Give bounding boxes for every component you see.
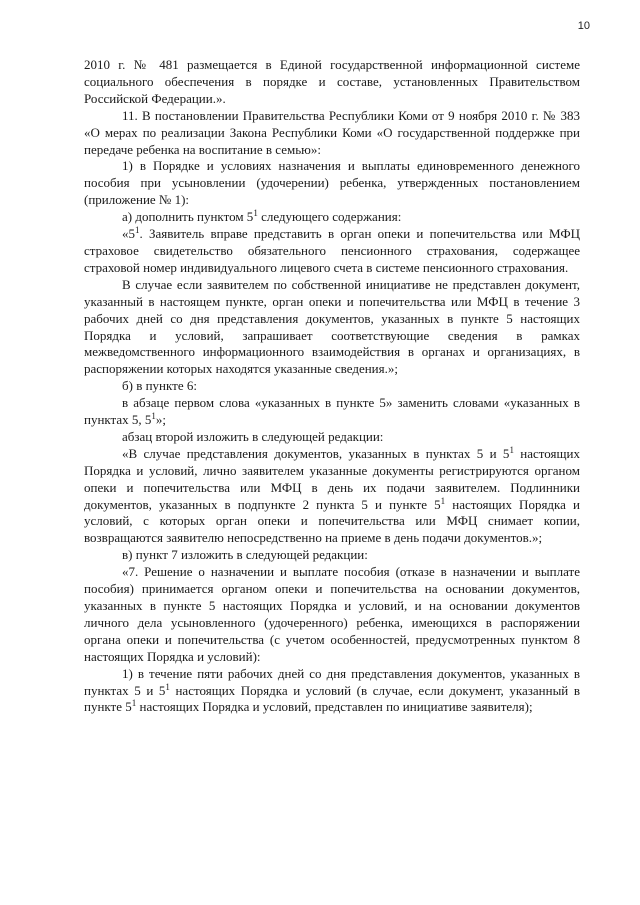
text-run: «5	[122, 226, 135, 242]
document-body	[84, 57, 580, 716]
superscript: 1	[151, 411, 156, 422]
superscript: 1	[131, 698, 137, 709]
text-run: настоящих Порядка и условий, с которых орган опеки и попечительства или МФЦ снимает копии, возвращаются заявителю непосредственно на приеме в день подачи документов.»;	[84, 496, 580, 546]
paragraph-subitem-1: 1) в Порядке и условиях назначения и выплаты единовременного денежного пособия при усыновлении (удочерении) ребенка, утвержденных постановлением (приложение № 1):	[84, 158, 580, 208]
paragraph-subitem-a	[84, 209, 580, 226]
text-run: настоящих Порядка и условий, лично заявителем указанные документы регистрируются органом опеки и попечительства или МФЦ в день их подачи заявителем. Подлинники документов, указанных в подпункте 2 пункта 5 и пункте 5	[84, 445, 580, 512]
paragraph-registration	[84, 446, 580, 547]
paragraph-subitem-v: в) пункт 7 изложить в следующей редакции:	[122, 547, 368, 563]
text-run: 1) в течение пяти рабочих дней со дня представления документов, указанных в пунктах 5 и 5	[84, 665, 580, 698]
paragraph-second-abzac: абзац второй изложить в следующей редакции:	[122, 428, 384, 444]
paragraph-replace-words	[84, 395, 580, 429]
paragraph-continuation: 2010 г. № 481 размещается в Единой государственной информационной системе социального обеспечения в порядке и составе, установленных Правительством Российской Федерации.».	[84, 57, 580, 106]
text-run: . Заявитель вправе представить в орган опеки и попечительства или МФЦ страховое свидетельство обязательного пенсионного страхования, содержащее страховой номер индивидуального лицевого счета в системе пенсионного страхования.	[84, 226, 580, 275]
paragraph-point-7: «7. Решение о назначении и выплате пособия (отказе в назначении и выплате пособия) принимается органом опеки и попечительства на основании документов, указанных в пункте 5 настоящих Порядка и условий, и на основании документов личного дела усыновленного (удочеренного) ребенка, имеющихся в распоряжении органа опеки и попечительства (с учетом особенностей, предусмотренных пунктом 8 настоящих Порядка и условий):	[84, 564, 580, 664]
superscript: 1	[509, 444, 514, 455]
superscript: 1	[135, 225, 140, 236]
paragraph-point-5-1	[84, 226, 580, 277]
text-run: а) дополнить пунктом 5	[122, 209, 254, 225]
paragraph-point-7-subitem-1	[84, 666, 580, 717]
text-run: настоящих Порядка и условий (в случае, если документ, указанный в пункте 5	[84, 682, 580, 715]
paragraph-interagency-request: В случае если заявителем по собственной инициативе не представлен документ, указанный в настоящем пункте, орган опеки и попечительства или МФЦ в течение 3 рабочих дней со дня представления документов, указанных в пункте 5 настоящих Порядка и условий, запрашивает соответствующие сведения в рамках межведомственного информационного взаимодействия в органах и организациях, в распоряжении которых находятся указанные сведения.»;	[84, 276, 580, 377]
text-run: настоящих Порядка и условий, представлен по инициативе заявителя);	[136, 699, 533, 715]
superscript: 1	[253, 208, 258, 219]
superscript: 1	[165, 681, 170, 692]
text-run: «В случае представления документов, указанных в пунктах 5 и 5	[122, 445, 510, 461]
superscript: 1	[440, 495, 446, 506]
page-number: 10	[577, 20, 590, 32]
text-run: »;	[155, 412, 167, 428]
paragraph-subitem-b: б) в пункте 6:	[122, 378, 197, 394]
paragraph-item-11: 11. В постановлении Правительства Республики Коми от 9 ноября 2010 г. № 383 «О мерах по реализации Закона Республики Коми «О государственной поддержке при передаче ребенка на воспитание в семью»:	[84, 107, 580, 157]
text-run: в абзаце первом слова «указанных в пункте 5» заменить словами «указанных в пунктах 5, 5	[84, 395, 580, 428]
text-run: следующего содержания:	[257, 209, 402, 225]
